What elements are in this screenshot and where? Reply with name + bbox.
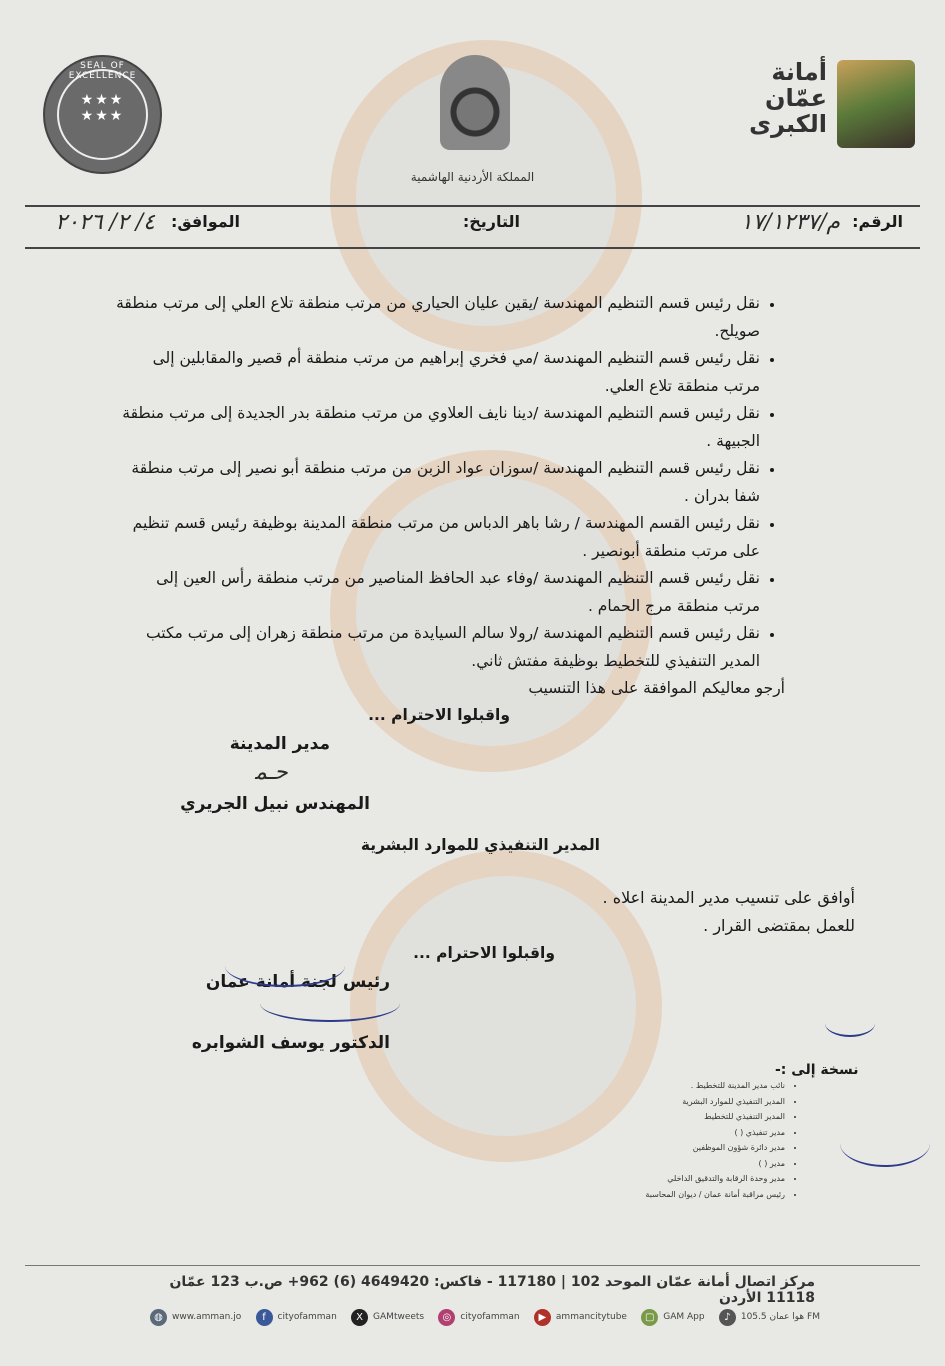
closing: واقبلوا الاحترام ... (368, 706, 510, 724)
signature: ﺣـﻤ (255, 760, 288, 785)
social-website[interactable] (150, 1309, 241, 1326)
corresponding-value: ٤/ ٢/ ٢٠٢٦ (55, 210, 155, 235)
list-item: • نقل رئيس قسم التنظيم المهندسة /رولا سالم السيايدة من مرتب منطقة زهران إلى مرتب مكتب المدير التنفيذي للتخطيط بوظيفة مفتش ثاني. (115, 620, 760, 675)
jordan-coat-of-arms (430, 55, 520, 170)
signature (225, 945, 345, 987)
request-line: أرجو معاليكم الموافقة على هذا التنسيب (528, 679, 785, 697)
cc-item: • المدير التنفيذي للتخطيط (620, 1109, 785, 1125)
social-label: cityofamman (460, 1312, 520, 1322)
list-item: • نقل رئيس قسم التنظيم المهندسة /سوزان عواد الزبن من مرتب منطقة أبو نصير إلى مرتب منطقة شفا بدران . (115, 455, 760, 510)
signer-name: المهندس نبيل الجريري (180, 794, 370, 814)
facebook-icon: f (256, 1309, 273, 1326)
cc-item: • مدير دائرة شؤون الموظفين (620, 1140, 785, 1156)
divider (25, 205, 920, 207)
social-links (150, 1305, 820, 1329)
initials (825, 1010, 875, 1037)
contact-info: مركز اتصال أمانة عمّان الموحد 102 | 117180 - فاكس: 4649420 (6) 962+ ص.ب 123 عمّان 11118 الأردن (169, 1274, 815, 1306)
social-x[interactable] (351, 1309, 424, 1326)
logo-text: عمّان (765, 84, 827, 112)
divider (25, 1265, 920, 1266)
globe-icon: ◍ (150, 1309, 167, 1326)
signer-title: مدير المدينة (229, 734, 330, 754)
social-youtube[interactable] (534, 1309, 627, 1326)
approval-line: للعمل بمقتضى القرار . (703, 916, 855, 935)
cc-list (620, 1062, 810, 1202)
list-item: • نقل رئيس قسم التنظيم المهندسة /يقين عليان الحياري من مرتب منطقة تلاع العلي إلى مرتب منطقة صويلح. (115, 290, 760, 345)
cc-item: • نائب مدير المدينة للتخطيط . (620, 1078, 785, 1094)
date-label: التاريخ: (462, 212, 520, 231)
list-item: • نقل رئيس قسم التنظيم المهندسة /مي فخري إبراهيم من مرتب منطقة أم قصير والمقابلين إلى مرتب منطقة تلاع العلي. (115, 345, 760, 400)
list-item: • نقل رئيس القسم المهندسة / رشا باهر الدباس من مرتب منطقة المدينة بوظيفة رئيس قسم تنظيم على مرتب منطقة أبونصير . (115, 510, 760, 565)
initials (840, 1120, 930, 1167)
cc-title: نسخة إلى :- (775, 1062, 859, 1078)
seal-of-excellence-logo: SEAL OF EXCELLENCE ★★★ ★★★ (43, 55, 162, 174)
seal-text: SEAL OF EXCELLENCE (68, 61, 137, 81)
letter-body (115, 290, 785, 703)
social-label: GAM App (663, 1312, 705, 1322)
radio-icon: ♪ (719, 1309, 736, 1326)
signer-title: رئيس لجنة أمانة عمان (205, 972, 390, 992)
signature (260, 985, 400, 1022)
list-item: • نقل رئيس قسم التنظيم المهندسة /وفاء عبد الحافظ المناصير من مرتب منطقة رأس العين إلى مرتب منطقة مرج الحمام . (115, 565, 760, 620)
closing: واقبلوا الاحترام ... (413, 944, 555, 962)
social-label: ammancitytube (555, 1312, 627, 1322)
social-facebook[interactable] (256, 1309, 337, 1326)
number-value: م/١٧/١٢٣٧ (740, 210, 840, 235)
corresponding-label: الموافق: (170, 212, 240, 231)
social-radio[interactable] (719, 1309, 820, 1326)
logo-text: الكبرى (749, 110, 827, 138)
approval-addressee: المدير التنفيذي للموارد البشرية (360, 836, 600, 854)
social-label: GAMtweets (373, 1312, 425, 1322)
app-icon: ▢ (641, 1309, 658, 1326)
divider (25, 247, 920, 249)
social-label: هوا عمان 105.5 FM (740, 1312, 820, 1322)
crest-caption: المملكة الأردنية الهاشمية (410, 170, 535, 184)
social-instagram[interactable] (438, 1309, 519, 1326)
reference-row (0, 208, 945, 244)
amman-municipality-logo (725, 55, 915, 155)
social-label: cityofamman (277, 1312, 337, 1322)
x-icon: X (351, 1309, 368, 1326)
cc-item: • رئيس مراقبة أمانة عمان / ديوان المحاسبة (620, 1187, 785, 1203)
logo-text: أمانة (771, 58, 827, 86)
instagram-icon: ◎ (438, 1309, 455, 1326)
list-item: • نقل رئيس قسم التنظيم المهندسة /دينا نايف العلاوي من مرتب منطقة بدر الجديدة إلى مرتب منطقة الجبيهة . (115, 400, 760, 455)
cc-item: • مدير تنفيذي ( ) (620, 1125, 785, 1141)
social-app[interactable] (641, 1309, 704, 1326)
cc-item: • المدير التنفيذي للموارد البشرية (620, 1094, 785, 1110)
signer-name: الدكتور يوسف الشوابره (191, 1033, 390, 1053)
youtube-icon: ▶ (534, 1309, 551, 1326)
social-label: www.amman.jo (172, 1312, 242, 1322)
cc-item: • مدير ( ) (620, 1156, 785, 1172)
number-label: الرقم: (852, 212, 903, 231)
cc-item: • مدير وحدة الرقابة والتدقيق الداخلي (620, 1171, 785, 1187)
approval-line: أوافق على تنسيب مدير المدينة اعلاه . (602, 888, 855, 907)
